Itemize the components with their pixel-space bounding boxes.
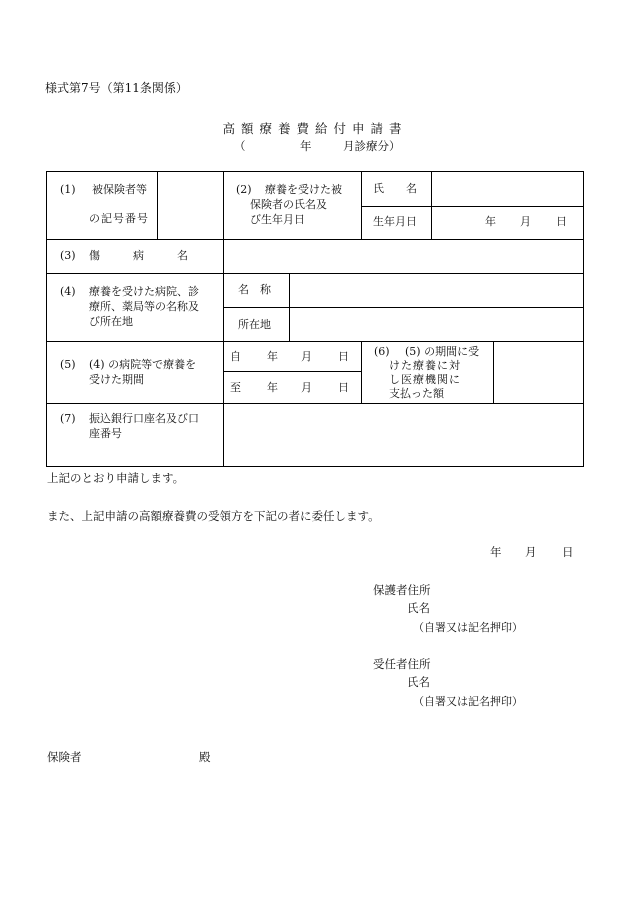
period-from-label: 自: [230, 350, 241, 363]
date-year: 年: [490, 545, 502, 559]
hospital-label-1: 療養を受けた病院、診: [89, 285, 199, 298]
delegate-seal-note: （自署又は記名押印）: [413, 695, 523, 708]
period-to-label: 至: [230, 381, 241, 394]
form-title: 高額療養費給付申請書: [222, 121, 408, 136]
paid-amount-label-1: (5) の期間に受: [405, 345, 480, 358]
guardian-address-label: 保護者住所: [373, 583, 431, 597]
hospital-label-3: び所在地: [89, 315, 133, 328]
row3-number: (3): [60, 249, 76, 262]
patient-label-2: 保険者の氏名及: [250, 198, 327, 211]
delegate-address-label: 受任者住所: [373, 657, 431, 671]
period-month: 月診療分）: [343, 139, 401, 153]
col-divider: [361, 341, 362, 403]
hospital-name-addr-divider: [223, 307, 584, 308]
hospital-address-label: 所在地: [238, 318, 271, 331]
row5-number: (5): [60, 358, 76, 371]
birth-month: 月: [520, 215, 531, 228]
row-divider: [46, 239, 584, 240]
insured-code-label-1: 被保険者等: [92, 183, 147, 196]
date-month: 月: [525, 545, 537, 559]
name-birth-divider: [361, 206, 584, 207]
patient-label-3: び生年月日: [250, 213, 305, 226]
insurer-honorific: 殿: [199, 750, 211, 764]
patient-name-label: 氏 名: [373, 182, 417, 195]
period-label-2: 受けた期間: [89, 373, 144, 386]
col-divider: [289, 273, 290, 341]
paid-amount-label-2: けた療養に対: [389, 359, 461, 372]
insurer-label: 保険者: [47, 750, 82, 764]
row-divider: [46, 341, 584, 342]
paid-amount-label-3: し医療機関に: [389, 373, 461, 386]
col-divider: [361, 171, 362, 239]
birth-year: 年: [485, 215, 496, 228]
col-divider: [223, 171, 224, 467]
col-divider: [493, 341, 494, 403]
row6-number: (6): [374, 345, 390, 358]
row7-number: (7): [60, 412, 76, 425]
birth-date-label: 生年月日: [373, 215, 417, 228]
period-from-day: 日: [338, 350, 349, 363]
delegation-statement: また、上記申請の高額療養費の受領方を下記の者に委任します。: [47, 509, 380, 523]
period-from-year: 年: [267, 350, 278, 363]
row4-number: (4): [60, 285, 76, 298]
period-to-year: 年: [267, 381, 278, 394]
period-year: 年: [300, 139, 312, 153]
period-open-paren: （: [234, 139, 246, 153]
row1-number: (1): [60, 183, 76, 196]
form-number: 様式第7号（第11条関係）: [45, 81, 188, 95]
delegate-name-label: 氏名: [407, 675, 430, 689]
birth-day: 日: [556, 215, 567, 228]
col-divider: [431, 171, 432, 239]
hospital-label-2: 療所、薬局等の名称及: [89, 300, 199, 313]
hospital-name-label: 名 称: [238, 283, 271, 296]
guardian-name-label: 氏名: [407, 601, 430, 615]
bank-account-label-1: 振込銀行口座名及び口: [89, 412, 199, 425]
bank-account-label-2: 座番号: [89, 427, 122, 440]
row-divider: [46, 403, 584, 404]
col-divider: [157, 171, 158, 239]
guardian-seal-note: （自署又は記名押印）: [413, 621, 523, 634]
period-from-month: 月: [301, 350, 312, 363]
paid-amount-label-4: 支払った額: [389, 387, 444, 400]
illness-name-label: 傷 病 名: [89, 249, 188, 262]
period-from-to-divider: [223, 371, 361, 372]
row2-number: (2): [236, 183, 252, 196]
period-label-1: (4) の病院等で療養を: [89, 358, 197, 371]
period-to-day: 日: [338, 381, 349, 394]
period-to-month: 月: [301, 381, 312, 394]
patient-label-1: 療養を受けた被: [265, 183, 342, 196]
date-day: 日: [562, 545, 574, 559]
request-statement: 上記のとおり申請します。: [47, 471, 185, 485]
row-divider: [46, 273, 584, 274]
insured-code-label-2: の記号番号: [89, 212, 149, 225]
